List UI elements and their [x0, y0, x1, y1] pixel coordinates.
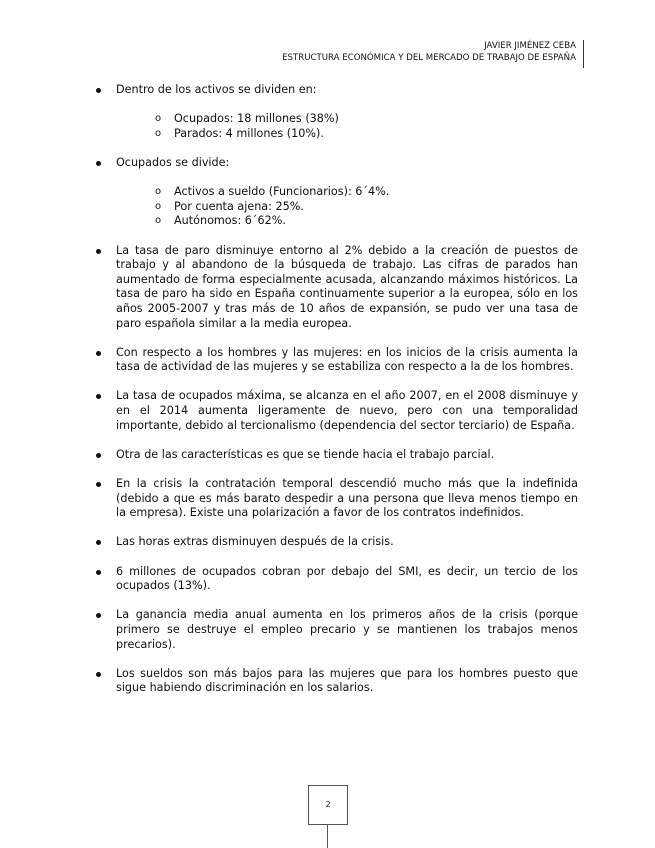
bullet-item: La tasa de ocupados máxima, se alcanza en el año 2007, en el 2008 disminuye y en el 2014 aumenta ligeramente de nuevo, pero con una temporalidad importante, debido al tercionalismo (dependencia del sector terciario) de España.	[96, 389, 578, 433]
sub-item: o Parados: 4 millones (10%).	[155, 126, 324, 140]
page-number-divider	[327, 824, 328, 848]
sub-item: o Ocupados: 18 millones (38%)	[155, 112, 339, 126]
circle-bullet-icon: o	[155, 200, 162, 212]
bullet-dot-icon	[96, 394, 101, 399]
header-author: JAVIER JIMÉNEZ CEBA	[484, 41, 576, 51]
circle-bullet-icon: o	[155, 113, 162, 125]
bullet-item: La ganancia media anual aumenta en los primeros años de la crisis (porque primero se destruye el empleo precario y se mantienen los trabajos menos precarios).	[96, 608, 578, 652]
header-subject: ESTRUCTURA ECONÓMICA Y DEL MERCADO DE TRABAJO DE ESPAÑA	[282, 53, 576, 63]
circle-bullet-icon: o	[155, 127, 162, 139]
bullet-dot-icon	[96, 570, 101, 575]
bullet-dot-icon	[96, 249, 101, 254]
bullet-item: Con respecto a los hombres y las mujeres: en los inicios de la crisis aumenta la tasa de actividad de las mujeres y se estabiliza con respecto a la de los hombres.	[96, 346, 578, 375]
bullet-dot-icon	[96, 540, 101, 545]
bullet-item: Ocupados se divide: o Activos a sueldo (Funcionarios): 6´4%. o Por cuenta ajena: 25%. o Autónomos: 6´62%.	[96, 156, 578, 229]
circle-bullet-icon: o	[155, 215, 162, 227]
bullet-dot-icon	[96, 351, 101, 356]
page-header	[282, 40, 584, 68]
bullet-item: Las horas extras disminuyen después de la crisis.	[96, 535, 578, 550]
sub-item: o Activos a sueldo (Funcionarios): 6´4%.	[155, 185, 390, 199]
sub-item: o Por cuenta ajena: 25%.	[155, 199, 304, 213]
bullet-dot-icon	[96, 88, 101, 93]
sub-list	[116, 112, 578, 141]
bullet-item: Los sueldos son más bajos para las mujeres que para los hombres puesto que sigue habiendo discriminación en los salarios.	[96, 667, 578, 696]
bullet-item: Otra de las características es que se tiende hacia el trabajo parcial.	[96, 448, 578, 463]
bullet-item: 6 millones de ocupados cobran por debajo del SMI, es decir, un tercio de los ocupados (13%).	[96, 565, 578, 594]
bullet-dot-icon	[96, 453, 101, 458]
sub-item: o Autónomos: 6´62%.	[155, 214, 286, 228]
document-body	[96, 83, 578, 711]
bullet-dot-icon	[96, 613, 101, 618]
bullet-item: En la crisis la contratación temporal descendió mucho más que la indefinida (debido a que es más barato despedir a una persona que lleva menos tiempo en la empresa). Existe una polarización a favor de los contratos indefinidos.	[96, 477, 578, 521]
circle-bullet-icon: o	[155, 186, 162, 198]
bullet-item: Dentro de los activos se dividen en: o Ocupados: 18 millones (38%) o Parados: 4 millones (10%).	[96, 83, 578, 141]
bullet-item: La tasa de paro disminuye entorno al 2% debido a la creación de puestos de trabajo y al abandono de la búsqueda de trabajo. Las cifras de parados han aumentado de forma especialmente acusada, alcanzando máximos históricos. La tasa de paro ha sido en España continuamente superior a la europea, sólo en los años 2005-2007 y tras más de 10 años de expansión, se pudo ver una tasa de paro española similar a la media europea.	[96, 244, 578, 332]
sub-list	[116, 185, 578, 229]
bullet-dot-icon	[96, 161, 101, 166]
page-number: 2	[308, 785, 348, 825]
bullet-dot-icon	[96, 672, 101, 677]
bullet-dot-icon	[96, 482, 101, 487]
